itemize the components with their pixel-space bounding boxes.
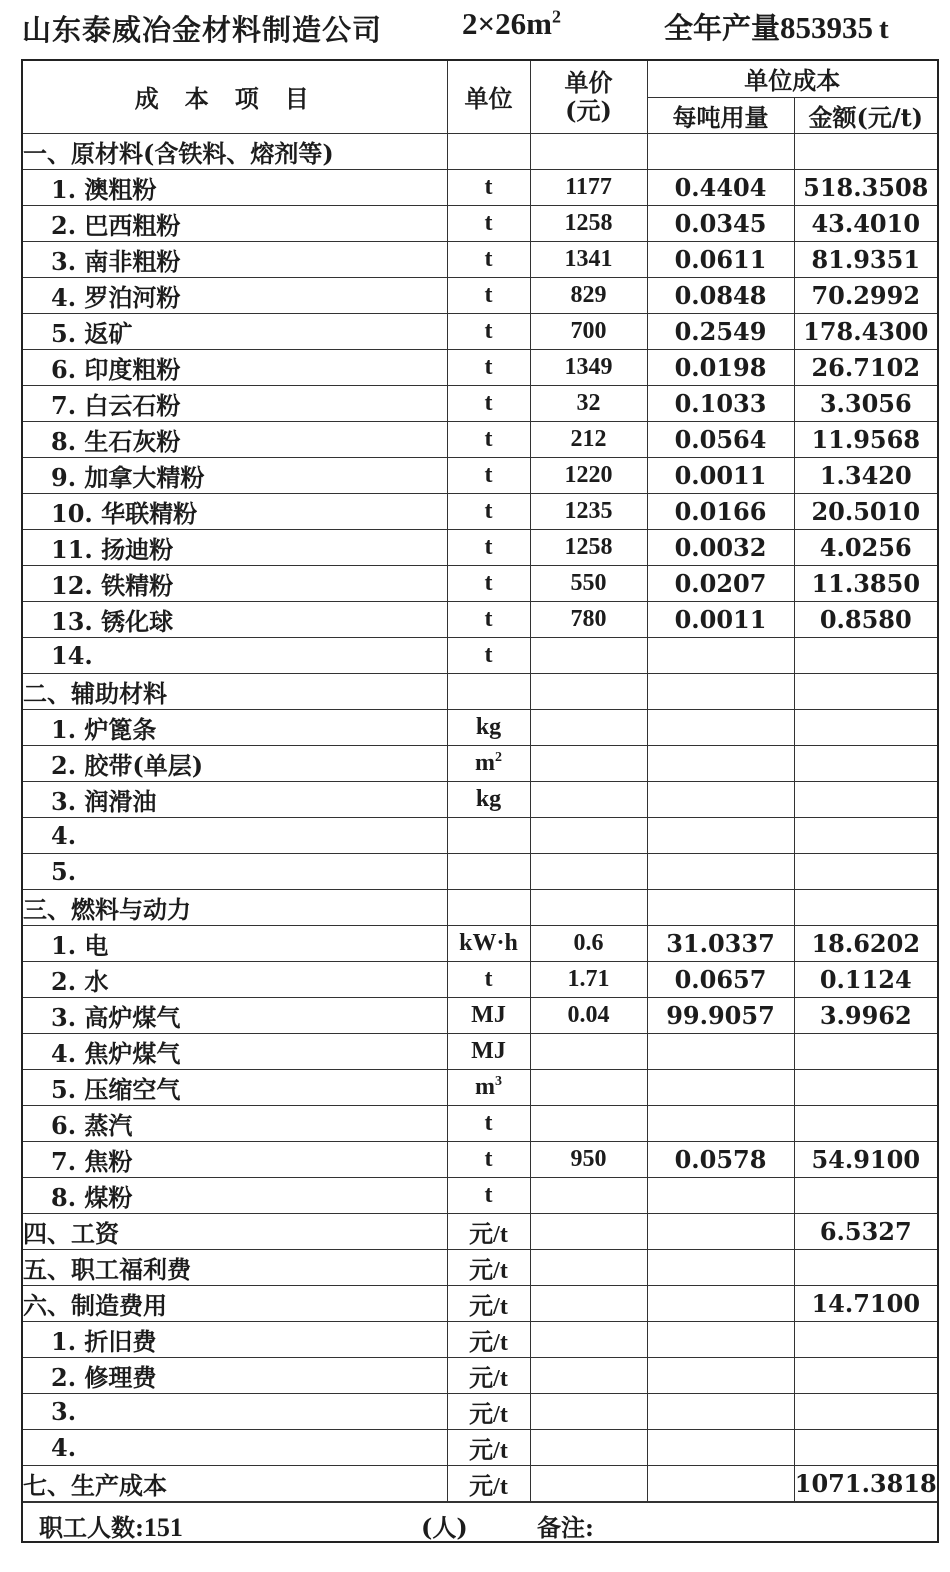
cell-usage: 0.0166: [647, 493, 794, 529]
table-row: [23, 673, 937, 709]
machine-spec-superscript: 2: [552, 6, 561, 27]
cell-price: [530, 637, 647, 673]
cell-price: 700: [530, 313, 647, 349]
cell-price: 0.04: [530, 997, 647, 1033]
cell-unit: [447, 817, 530, 853]
cell-unit: t: [447, 961, 530, 997]
cell-item: 三、燃料与动力: [23, 889, 447, 925]
cell-item: 9. 加拿大精粉: [23, 457, 447, 493]
cell-price: 212: [530, 421, 647, 457]
cell-amount: 54.9100: [794, 1141, 937, 1177]
cell-usage: [647, 1285, 794, 1321]
cell-usage: [647, 745, 794, 781]
cell-price: [530, 781, 647, 817]
cell-amount: [794, 709, 937, 745]
cell-item: 1. 澳粗粉: [23, 169, 447, 205]
cell-unit: 元/t: [447, 1249, 530, 1285]
cell-unit: MJ: [447, 1033, 530, 1069]
cell-usage: 0.0345: [647, 205, 794, 241]
column-header-item: 成本项目: [23, 61, 447, 133]
cell-amount: [794, 853, 937, 889]
cell-amount: [794, 1357, 937, 1393]
cell-usage: [647, 1213, 794, 1249]
cell-item: 2. 巴西粗粉: [23, 205, 447, 241]
cell-usage: [647, 1393, 794, 1429]
annual-output: [664, 6, 889, 47]
cell-item: 6. 蒸汽: [23, 1105, 447, 1141]
cell-price: [530, 1213, 647, 1249]
cell-unit: [447, 745, 530, 781]
cell-usage: 0.1033: [647, 385, 794, 421]
cell-unit: t: [447, 349, 530, 385]
cell-price: [530, 817, 647, 853]
cell-price: [530, 853, 647, 889]
cell-usage: 0.0657: [647, 961, 794, 997]
cell-usage: [647, 1177, 794, 1213]
cell-price: [530, 1285, 647, 1321]
cell-price: 550: [530, 565, 647, 601]
cell-usage: 0.0032: [647, 529, 794, 565]
unit-superscript: 2: [495, 749, 502, 765]
cell-item: 1. 炉篦条: [23, 709, 447, 745]
cell-item: 一、原材料(含铁料、熔剂等): [23, 133, 447, 169]
table-row: [23, 1357, 937, 1393]
cell-price: 1220: [530, 457, 647, 493]
cell-usage: [647, 1033, 794, 1069]
cell-item: 3. 高炉煤气: [23, 997, 447, 1033]
cell-usage: 0.0011: [647, 457, 794, 493]
table-row: [23, 133, 937, 169]
table-row: [23, 421, 937, 457]
cell-unit: t: [447, 385, 530, 421]
staff-count-value: 151: [143, 1512, 183, 1542]
cell-item: 5.: [23, 853, 447, 889]
cell-unit: t: [447, 1141, 530, 1177]
cell-amount: 14.7100: [794, 1285, 937, 1321]
cell-unit: 元/t: [447, 1393, 530, 1429]
cell-item: 4. 罗泊河粉: [23, 277, 447, 313]
table-row: [23, 709, 937, 745]
table-row: [23, 1321, 937, 1357]
table-row: [23, 637, 937, 673]
cell-price: 780: [530, 601, 647, 637]
cell-price: [530, 1033, 647, 1069]
cell-unit: 元/t: [447, 1285, 530, 1321]
cell-amount: 178.4300: [794, 313, 937, 349]
cell-price: [530, 1249, 647, 1285]
cell-amount: [794, 889, 937, 925]
table-row: [23, 205, 937, 241]
cell-usage: [647, 1105, 794, 1141]
cell-amount: [794, 781, 937, 817]
table-row: [23, 781, 937, 817]
cell-unit: t: [447, 601, 530, 637]
cell-usage: 0.4404: [647, 169, 794, 205]
cell-unit: 元/t: [447, 1213, 530, 1249]
cell-price: [530, 1465, 647, 1501]
annual-output-value: 853935: [780, 10, 874, 45]
annual-output-unit: t: [879, 13, 889, 45]
column-header-unit-cost: 单位成本: [647, 61, 937, 97]
cell-amount: 11.9568: [794, 421, 937, 457]
cell-price: 0.6: [530, 925, 647, 961]
cell-item: 5. 返矿: [23, 313, 447, 349]
table-row: [23, 565, 937, 601]
cell-amount: [794, 1393, 937, 1429]
cell-unit: t: [447, 493, 530, 529]
cell-price: 950: [530, 1141, 647, 1177]
table-row: [23, 1141, 937, 1177]
cell-price: [530, 1321, 647, 1357]
document-header: [0, 0, 950, 56]
cell-item: 4.: [23, 817, 447, 853]
cell-unit: t: [447, 205, 530, 241]
staff-count: [39, 1508, 183, 1543]
cell-item: 六、制造费用: [23, 1285, 447, 1321]
cell-usage: 0.0207: [647, 565, 794, 601]
cell-amount: 26.7102: [794, 349, 937, 385]
cell-amount: 70.2992: [794, 277, 937, 313]
cell-amount: 1.3420: [794, 457, 937, 493]
unit-base: m: [475, 749, 495, 776]
cell-amount: [794, 1321, 937, 1357]
cell-usage: [647, 1465, 794, 1501]
column-header-usage: 每吨用量: [647, 97, 794, 133]
table-row: [23, 277, 937, 313]
cell-usage: [647, 1069, 794, 1105]
cell-unit: t: [447, 1177, 530, 1213]
cell-amount: 20.5010: [794, 493, 937, 529]
column-header-price-line2: (元): [565, 95, 612, 125]
cell-unit: [447, 889, 530, 925]
cell-amount: [794, 673, 937, 709]
cell-price: 829: [530, 277, 647, 313]
cell-price: 1177: [530, 169, 647, 205]
cell-usage: [647, 637, 794, 673]
cell-item: 七、生产成本: [23, 1465, 447, 1501]
table-row: [23, 1033, 937, 1069]
cell-unit: kg: [447, 781, 530, 817]
cell-price: 1258: [530, 205, 647, 241]
cell-unit: [447, 673, 530, 709]
table-row: [23, 529, 937, 565]
machine-spec: [462, 6, 561, 42]
cell-usage: [647, 853, 794, 889]
cell-usage: 99.9057: [647, 997, 794, 1033]
cell-usage: 0.0198: [647, 349, 794, 385]
cell-price: 1.71: [530, 961, 647, 997]
unit-base: m: [475, 1073, 495, 1100]
cell-amount: 18.6202: [794, 925, 937, 961]
cell-amount: 43.4010: [794, 205, 937, 241]
cell-amount: 518.3508: [794, 169, 937, 205]
cell-item: 2. 水: [23, 961, 447, 997]
cell-item: 4. 焦炉煤气: [23, 1033, 447, 1069]
table-row: [23, 853, 937, 889]
cell-amount: 4.0256: [794, 529, 937, 565]
cell-price: [530, 673, 647, 709]
cell-price: 1349: [530, 349, 647, 385]
cell-amount: [794, 133, 937, 169]
remark-label: 备注:: [537, 1512, 594, 1542]
table-row: [23, 1465, 937, 1501]
cell-amount: [794, 1249, 937, 1285]
cell-amount: 3.3056: [794, 385, 937, 421]
cell-item: 7. 白云石粉: [23, 385, 447, 421]
cell-item: 2. 修理费: [23, 1357, 447, 1393]
cell-amount: [794, 1033, 937, 1069]
cell-usage: 0.0848: [647, 277, 794, 313]
table-row: [23, 169, 937, 205]
cell-usage: 31.0337: [647, 925, 794, 961]
cell-price: [530, 1429, 647, 1465]
cell-price: [530, 1357, 647, 1393]
cell-price: [530, 889, 647, 925]
cell-amount: 11.3850: [794, 565, 937, 601]
cell-unit: MJ: [447, 997, 530, 1033]
cost-sheet: [21, 59, 939, 1543]
table-row: [23, 1285, 937, 1321]
unit-superscript: 3: [495, 1073, 502, 1089]
column-header-unit: 单位: [447, 61, 530, 133]
cell-amount: 3.9962: [794, 997, 937, 1033]
cell-price: [530, 709, 647, 745]
cost-table-body: [23, 133, 937, 1501]
cell-unit: t: [447, 529, 530, 565]
cell-amount: 1071.3818: [794, 1465, 937, 1501]
cell-item: 四、工资: [23, 1213, 447, 1249]
cell-usage: [647, 1321, 794, 1357]
cell-unit: 元/t: [447, 1321, 530, 1357]
cell-price: 1341: [530, 241, 647, 277]
staff-count-unit: (人): [421, 1512, 468, 1542]
cell-usage: [647, 709, 794, 745]
cell-unit: [447, 133, 530, 169]
cell-unit: 元/t: [447, 1429, 530, 1465]
cell-amount: [794, 745, 937, 781]
cell-amount: 81.9351: [794, 241, 937, 277]
cell-usage: 0.0011: [647, 601, 794, 637]
table-row: [23, 1429, 937, 1465]
cell-price: [530, 745, 647, 781]
cell-unit: t: [447, 457, 530, 493]
column-header-price-line1: 单价: [564, 67, 613, 97]
cell-item: 13. 锈化球: [23, 601, 447, 637]
cell-amount: 0.8580: [794, 601, 937, 637]
cell-usage: [647, 133, 794, 169]
cell-usage: 0.2549: [647, 313, 794, 349]
cell-unit: [447, 853, 530, 889]
cell-amount: [794, 817, 937, 853]
cell-amount: [794, 1429, 937, 1465]
cell-item: 14.: [23, 637, 447, 673]
cell-item: 五、职工福利费: [23, 1249, 447, 1285]
sheet-footer: [23, 1502, 937, 1541]
cost-table: [23, 61, 937, 1502]
table-row: [23, 241, 937, 277]
table-row: [23, 313, 937, 349]
cell-item: 1. 折旧费: [23, 1321, 447, 1357]
cell-unit: t: [447, 637, 530, 673]
cell-usage: 0.0564: [647, 421, 794, 457]
cell-unit: kg: [447, 709, 530, 745]
cell-item: 11. 扬迪粉: [23, 529, 447, 565]
cell-item: 3.: [23, 1393, 447, 1429]
column-header-price: [530, 61, 647, 133]
cell-item: 4.: [23, 1429, 447, 1465]
cell-unit: t: [447, 169, 530, 205]
table-row: [23, 997, 937, 1033]
annual-output-label: 全年产量: [664, 11, 781, 45]
cell-price: 1258: [530, 529, 647, 565]
cell-item: 二、辅助材料: [23, 673, 447, 709]
cell-price: [530, 1069, 647, 1105]
table-row: [23, 385, 937, 421]
table-row: [23, 925, 937, 961]
cell-usage: 0.0578: [647, 1141, 794, 1177]
cell-item: 6. 印度粗粉: [23, 349, 447, 385]
cell-item: 3. 润滑油: [23, 781, 447, 817]
cell-unit: 元/t: [447, 1465, 530, 1501]
cell-amount: [794, 637, 937, 673]
cell-price: [530, 133, 647, 169]
cell-usage: [647, 817, 794, 853]
table-row: [23, 457, 937, 493]
cell-unit: t: [447, 313, 530, 349]
cell-unit: t: [447, 277, 530, 313]
cell-price: 32: [530, 385, 647, 421]
cell-usage: [647, 889, 794, 925]
cell-item: 5. 压缩空气: [23, 1069, 447, 1105]
machine-spec-value: 2×26m: [462, 6, 552, 41]
table-row: [23, 745, 937, 781]
cell-unit: 元/t: [447, 1357, 530, 1393]
cell-amount: [794, 1105, 937, 1141]
cell-item: 1. 电: [23, 925, 447, 961]
cell-usage: [647, 1357, 794, 1393]
cell-price: 1235: [530, 493, 647, 529]
cell-usage: [647, 1249, 794, 1285]
cell-usage: 0.0611: [647, 241, 794, 277]
cell-usage: [647, 1429, 794, 1465]
table-row: [23, 817, 937, 853]
cell-unit: t: [447, 565, 530, 601]
cell-unit: [447, 1069, 530, 1105]
table-row: [23, 1177, 937, 1213]
table-row: [23, 961, 937, 997]
cell-price: [530, 1393, 647, 1429]
table-row: [23, 1249, 937, 1285]
cell-unit: t: [447, 241, 530, 277]
cell-amount: 6.5327: [794, 1213, 937, 1249]
cell-amount: [794, 1177, 937, 1213]
cell-price: [530, 1177, 647, 1213]
cell-price: [530, 1105, 647, 1141]
table-row: [23, 1393, 937, 1429]
table-row: [23, 889, 937, 925]
cell-item: 12. 铁精粉: [23, 565, 447, 601]
cell-unit: t: [447, 421, 530, 457]
table-row: [23, 1213, 937, 1249]
cell-item: 8. 煤粉: [23, 1177, 447, 1213]
cell-unit: kW·h: [447, 925, 530, 961]
company-name: 山东泰威冶金材料制造公司: [22, 13, 383, 47]
cell-unit: t: [447, 1105, 530, 1141]
cell-amount: 0.1124: [794, 961, 937, 997]
cell-item: 7. 焦粉: [23, 1141, 447, 1177]
cell-usage: [647, 673, 794, 709]
table-row: [23, 1105, 937, 1141]
cell-amount: [794, 1069, 937, 1105]
table-row: [23, 349, 937, 385]
table-row: [23, 1069, 937, 1105]
column-header-amount: 金额(元/t): [794, 97, 937, 133]
table-row: [23, 493, 937, 529]
cell-usage: [647, 781, 794, 817]
staff-count-label: 职工人数:: [39, 1512, 144, 1542]
cell-item: 10. 华联精粉: [23, 493, 447, 529]
table-row: [23, 601, 937, 637]
cell-item: 8. 生石灰粉: [23, 421, 447, 457]
cell-item: 2. 胶带(单层): [23, 745, 447, 781]
cell-item: 3. 南非粗粉: [23, 241, 447, 277]
